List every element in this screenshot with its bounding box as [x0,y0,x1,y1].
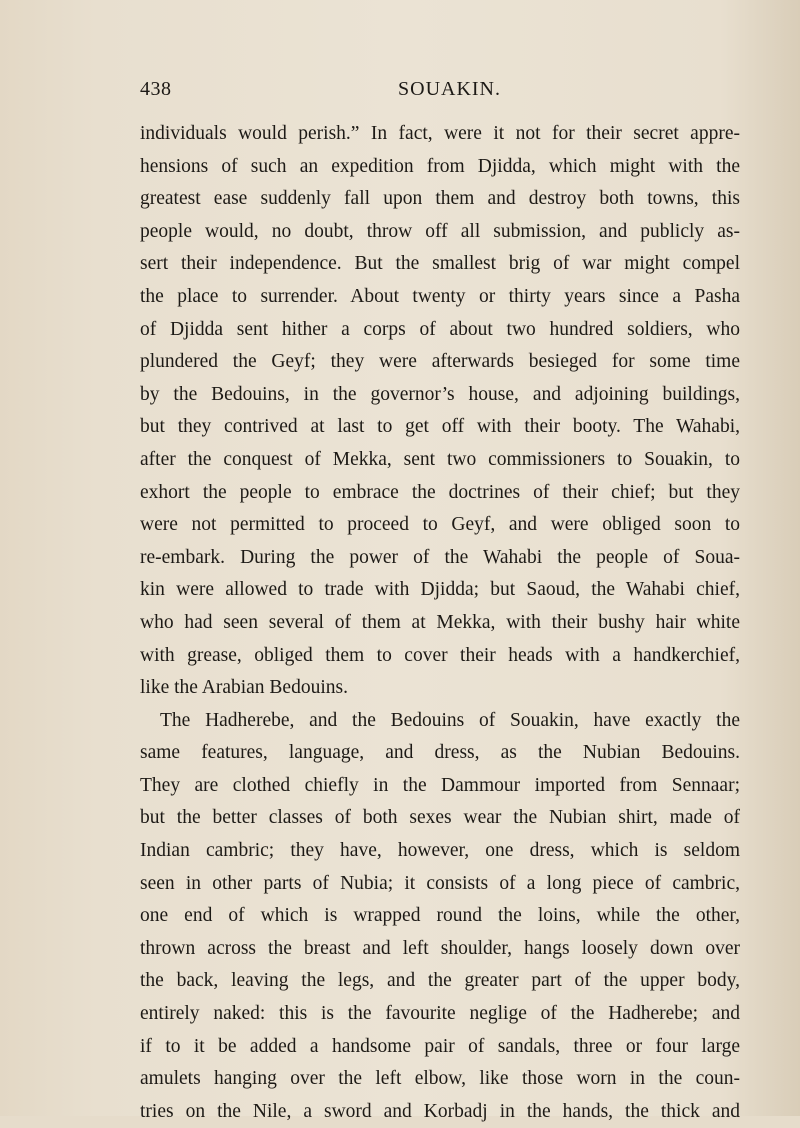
text-line: the place to surrender. About twenty or thirty years since a Pasha [140,285,740,307]
text-line: amulets hanging over the left elbow, like those worn in the coun- [140,1068,740,1090]
text-line: plundered the Geyf; they were afterwards besieged for some time [140,351,740,373]
text-line: of Djidda sent hither a corps of about two hundred soldiers, who [140,318,740,340]
text-line: seen in other parts of Nubia; it consists of a long piece of cambric, [140,872,740,894]
text-line: with grease, obliged them to cover their heads with a handkerchief, [140,644,740,666]
text-line: the back, leaving the legs, and the greater part of the upper body, [140,970,740,992]
running-head: SOUAKIN. [398,78,501,100]
text-line: thrown across the breast and left shoulder, hangs loosely down over [140,937,740,959]
text-line: entirely naked: this is the favourite neglige of the Hadherebe; and [140,1003,740,1025]
text-line: but they contrived at last to get off with their booty. The Wahabi, [140,416,740,438]
text-line: kin were allowed to trade with Djidda; but Saoud, the Wahabi chief, [140,579,740,601]
text-line: but the better classes of both sexes wear the Nubian shirt, made of [140,807,740,829]
text-line: Indian cambric; they have, however, one dress, which is seldom [140,840,740,862]
text-line: They are clothed chiefly in the Dammour imported from Sennaar; [140,774,740,796]
text-line: tries on the Nile, a sword and Korbadj in the hands, the thick and [140,1100,740,1122]
text-line: by the Bedouins, in the governor’s house, and adjoining buildings, [140,383,740,405]
text-line: if to it be added a handsome pair of sandals, three or four large [140,1035,740,1057]
page-header [140,78,740,108]
text-line: one end of which is wrapped round the loins, while the other, [140,905,740,927]
paragraph-start-line: The Hadherebe, and the Bedouins of Souakin, have exactly the [160,709,740,731]
text-line: people would, no doubt, throw off all submission, and publicly as- [140,220,740,242]
text-line: individuals would perish.” In fact, were it not for their secret appre- [140,123,740,144]
paragraph-end-line: like the Arabian Bedouins. [140,677,348,699]
text-line: after the conquest of Mekka, sent two commissioners to Souakin, to [140,448,740,470]
page-number: 438 [140,78,172,100]
text-line: re-embark. During the power of the Wahabi the people of Soua- [140,546,740,568]
text-line: greatest ease suddenly fall upon them and destroy both towns, this [140,188,740,210]
text-line: who had seen several of them at Mekka, with their bushy hair white [140,611,740,633]
text-line: exhort the people to embrace the doctrines of their chief; but they [140,481,740,503]
text-line: same features, language, and dress, as the Nubian Bedouins. [140,742,740,764]
text-line: hensions of such an expedition from Djidda, which might with the [140,155,740,177]
body-text [140,118,740,1128]
text-line: were not permitted to proceed to Geyf, and were obliged soon to [140,514,740,536]
text-line: sert their independence. But the smallest brig of war might compel [140,253,740,275]
